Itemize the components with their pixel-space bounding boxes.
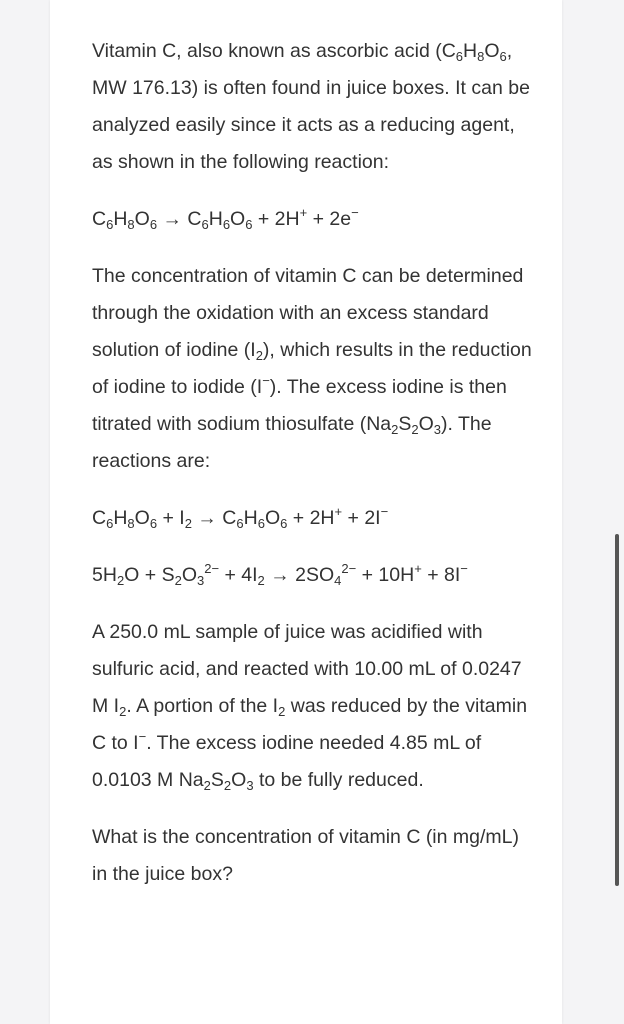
- thiosulfate-reaction-equation: $5H_2O + S_2O_3^{2-} + 4I_2 \to 2SO_4^{2-} + 10H^+ + 8I^-$: [92, 561, 468, 588]
- iodine-reaction-equation: $C_6H_8O_6 + I_2 \to C_6H_6O_6 + 2H^+ + 2I^-$: [92, 504, 389, 531]
- oxidation-equation: $C_6H_8O_6 \to C_6H_6O_6 + 2H^+ + 2e^-$: [92, 205, 359, 232]
- question-card: [50, 0, 562, 1024]
- method-paragraph: The concentration of vitamin C can be determined through the oxidation with an excess standard solution of iodine $(I_2)$, which results in the reduction of iodine to iodide (I−). The excess iodine is then titrated with sodium thiosulfate $(Na_2S_2O_3)$. The reactions are:: [92, 265, 532, 472]
- intro-paragraph: Vitamin C, also known as ascorbic acid ($C_6H_8O_6$, MW 176.13) is often found in juice boxes. It can be analyzed easily since it acts as a reducing agent, as shown in the following reaction:: [92, 40, 530, 173]
- question-paragraph: What is the concentration of vitamin C (in mg/mL) in the juice box?: [92, 826, 519, 885]
- question-content: [92, 33, 532, 913]
- vertical-scrollbar[interactable]: [615, 534, 619, 886]
- procedure-paragraph: A 250.0 mL sample of juice was acidified with sulfuric acid, and reacted with 10.00 mL of 0.0247 M $I_2$. A portion of the $I_2$ was reduced by the vitamin C to I−. The excess iodine needed 4.85 mL of 0.0103 M $Na_2S_2O_3$ to be fully reduced.: [92, 621, 528, 793]
